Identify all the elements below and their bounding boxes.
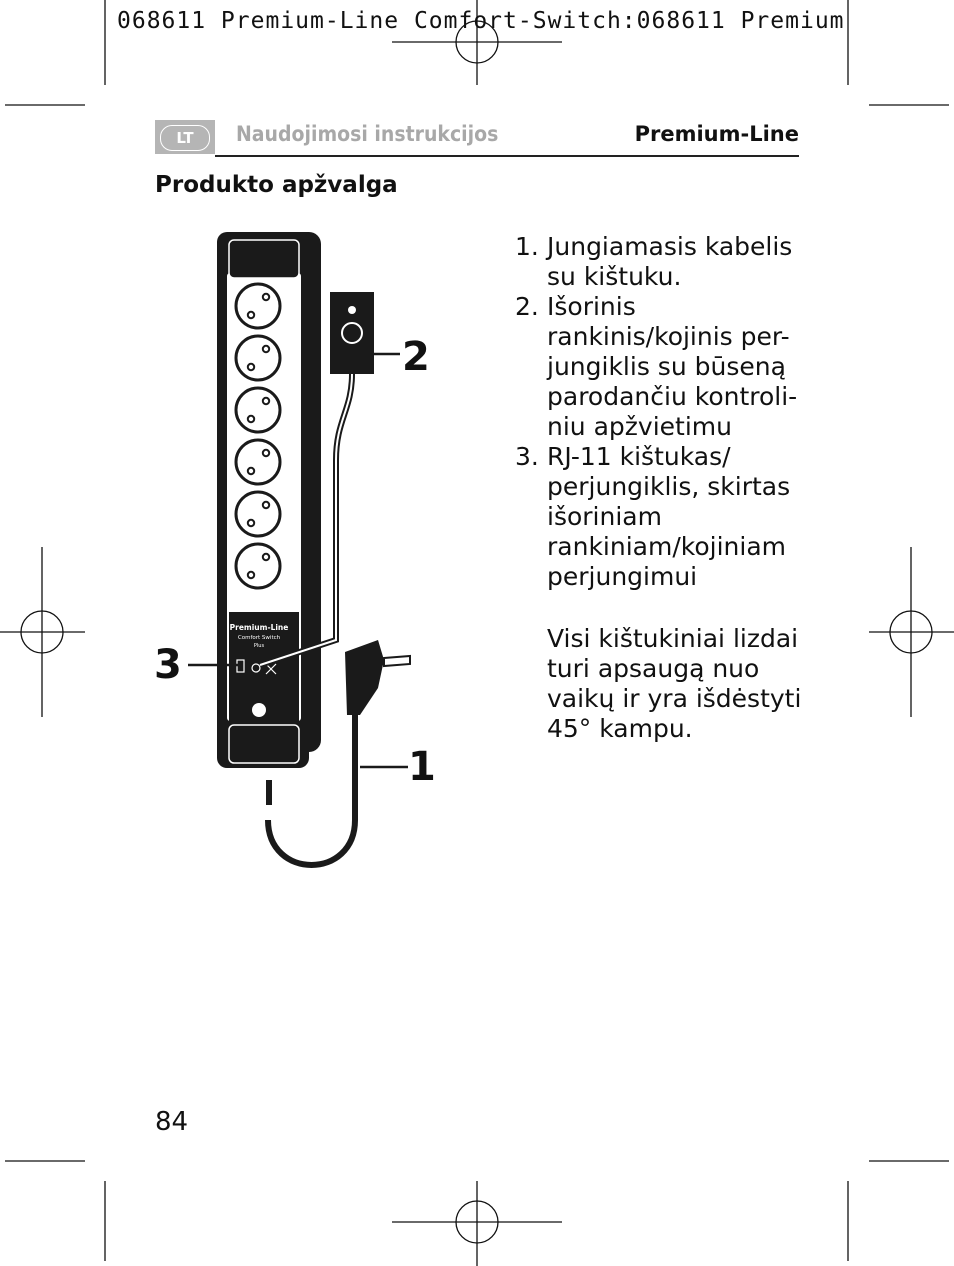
callout-2: 2 [402,334,430,380]
slug-line: 068611 Premium-Line Comfort-Switch:068611 Premium [117,8,845,34]
item-text: RJ-11 kištukas/ perjungiklis, skirtas išoriniam rankiniam/kojiniam perjungimui [547,442,791,591]
bottom-cap [229,725,299,763]
device-label-brand: Premium-Line [229,623,289,632]
power-button-icon [252,703,266,717]
header-brand: Premium-Line [634,122,799,146]
list-item [515,232,805,292]
external-switch [330,292,374,374]
header-title: Naudojimosi instrukcijos [236,122,499,146]
socket-icon [236,284,280,328]
mains-plug [345,640,384,715]
top-cap [229,240,299,278]
safety-note: Visi kištukiniai lizdai turi apsaugą nuo vaikų ir yra išdėstyti 45° kampu. [547,624,802,743]
item-number: 2. [515,292,539,321]
header-rule [215,155,799,157]
socket-icon [236,336,280,380]
socket-icon [236,544,280,588]
list-item [515,292,805,442]
switch-led-icon [348,306,356,314]
product-illustration [150,222,450,882]
language-code: LT [160,125,210,151]
socket-icon [236,492,280,536]
device-label-variant: Plus [253,643,265,649]
item-number: 3. [515,442,539,471]
item-text: Išorinis rankinis/kojinis per-jungiklis su būseną parodančiu kontroli-niu apžvietimu [547,292,798,441]
language-badge [155,120,215,154]
component-list [515,232,805,592]
callout-3: 3 [154,642,182,688]
device-label-model: Comfort Switch [237,635,281,641]
section-title: Produkto apžvalga [155,172,398,198]
callout-1: 1 [408,744,436,790]
socket-icon [236,388,280,432]
page-number: 84 [155,1107,189,1137]
list-item [515,442,805,592]
item-number: 1. [515,232,539,261]
item-text: Jungiamasis kabelis su kištuku. [547,232,793,291]
plug-pin-icon [384,656,410,666]
socket-icon [236,440,280,484]
